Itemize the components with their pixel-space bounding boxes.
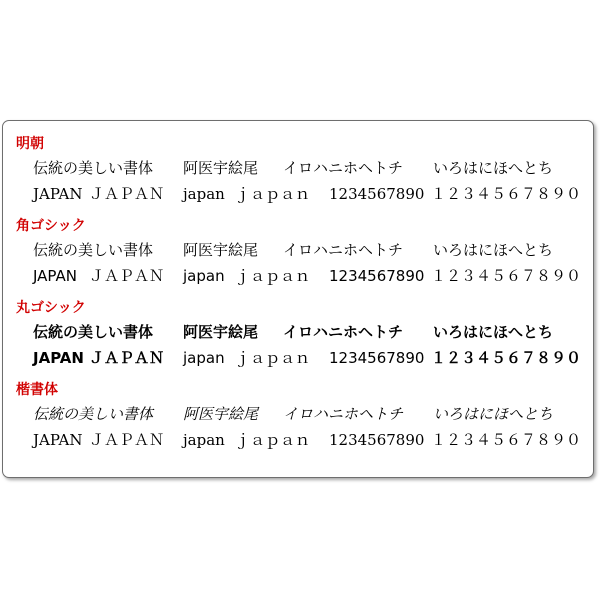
sample-text: １２３４５６７８９０ [431,185,582,203]
sample-text: japan [183,431,225,449]
sample-text: １２３４５６７８９０ [431,349,582,367]
sample-text: 阿医宇絵尾 [183,323,259,341]
sample-text: いろはにほへとち [433,323,554,341]
sample-text: イロハニホヘトチ [283,241,404,259]
sample-text: いろはにほへとち [433,241,554,259]
sample-text: イロハニホヘトチ [283,405,404,423]
sample-text: ＪＡＰＡＮ [89,267,165,285]
sample-text: 阿医宇絵尾 [183,241,259,259]
sample-text: JAPAN [33,349,84,367]
sample-text: JAPAN [33,267,77,285]
sample-text: JAPAN [33,431,83,449]
section-title: 丸ゴシック [16,300,86,316]
sample-text: ＪＡＰＡＮ [89,431,165,449]
sample-text: 伝統の美しい書体 [33,323,154,341]
sample-text: japan [183,349,225,367]
sample-text: １２３４５６７８９０ [431,267,582,285]
section-title: 楷書体 [16,382,58,398]
sample-text: イロハニホヘトチ [283,159,404,177]
sample-text: 阿医宇絵尾 [183,159,259,177]
sample-text: 1234567890 [329,267,425,285]
sample-text: ｊａｐａｎ [235,185,311,203]
sample-text: 伝統の美しい書体 [33,241,154,259]
sample-text: ｊａｐａｎ [235,431,311,449]
sample-text: 1234567890 [329,349,425,367]
sample-text: ｊａｐａｎ [235,349,311,367]
sample-text: １２３４５６７８９０ [431,431,582,449]
sample-text: 阿医宇絵尾 [183,405,259,423]
sample-text: いろはにほへとち [433,159,554,177]
section-title: 角ゴシック [16,218,86,234]
sample-text: 伝統の美しい書体 [33,159,154,177]
sample-text: 1234567890 [329,431,425,449]
section-title: 明朝 [16,136,44,152]
sample-text: いろはにほへとち [433,405,554,423]
sample-text: japan [183,267,225,285]
sample-text: 1234567890 [329,185,425,203]
font-sample-card [2,120,594,478]
sample-text: japan [183,185,225,203]
sample-text: ＪＡＰＡＮ [89,349,165,367]
sample-text: 伝統の美しい書体 [33,405,154,423]
sample-text: ＪＡＰＡＮ [89,185,165,203]
sample-text: JAPAN [33,185,83,203]
sample-text: ｊａｐａｎ [235,267,311,285]
sample-text: イロハニホヘトチ [283,323,404,341]
